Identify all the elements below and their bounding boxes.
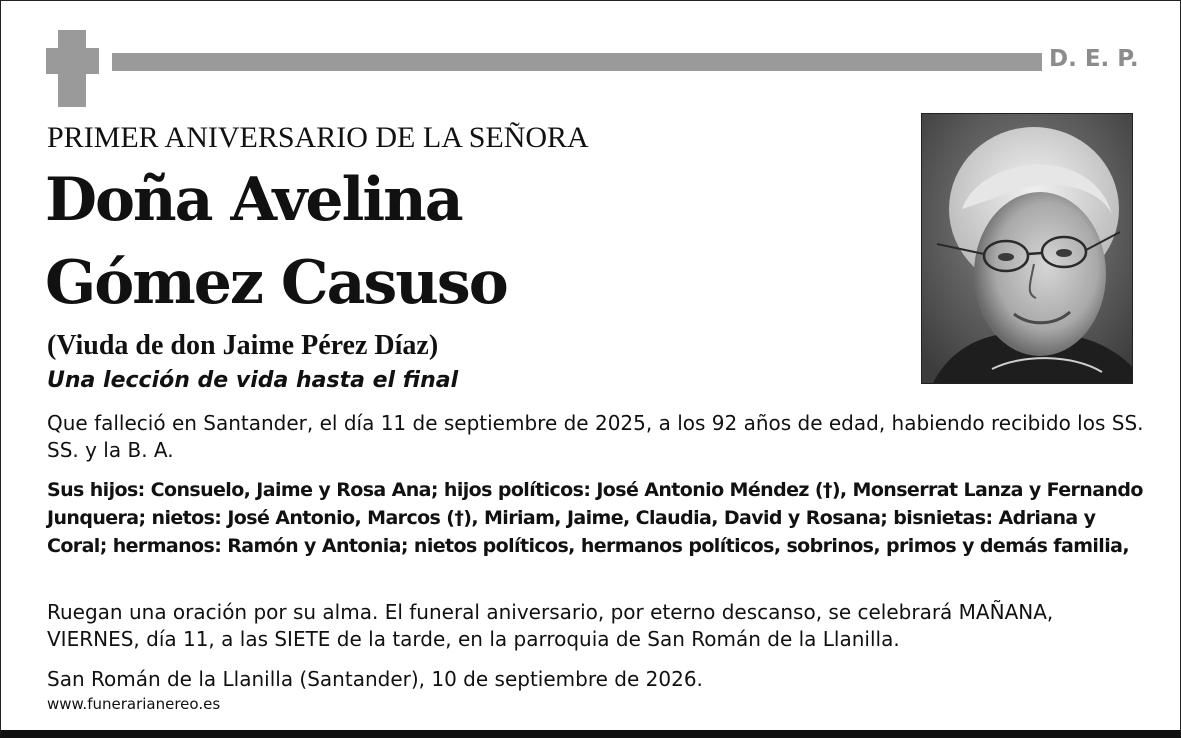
motto-line: Una lección de vida hasta el final (47, 368, 459, 393)
deceased-name-line-1: Doña Avelina (45, 165, 462, 235)
death-details: Que falleció en Santander, el día 11 de septiembre de 2025, a los 92 años de edad, habiendo recibido los SS. SS. y la B. A. (47, 411, 1144, 462)
funeral-home-website: www.funerarianereo.es (47, 695, 221, 713)
cross-icon-horizontal (46, 48, 99, 74)
portrait-image (922, 114, 1133, 384)
deceased-name-line-2: Gómez Casuso (45, 248, 507, 318)
widow-of-line: (Viuda de don Jaime Pérez Díaz) (47, 330, 439, 361)
place-and-date: San Román de la Llanilla (Santander), 10 de septiembre de 2026. (47, 667, 703, 691)
funeral-details: Ruegan una oración por su alma. El funeral aniversario, por eterno descanso, se celebrará MAÑANA, VIERNES, día 11, a las SIETE de la tarde, en la parroquia de San Román de la Llanilla. (47, 600, 1054, 651)
portrait-photo (921, 113, 1133, 384)
dep-label: D. E. P. (1049, 46, 1139, 72)
announcement-title: PRIMER ANIVERSARIO DE LA SEÑORA (47, 121, 589, 154)
family-list: Sus hijos: Consuelo, Jaime y Rosa Ana; hijos políticos: José Antonio Méndez (†), Monserrat Lanza y Fernando Junquera; nietos: José Antonio, Marcos (†), Miriam, Jaime, Claudia, David y Rosana; bisnietas: Adriana y Coral; hermanos: Ramón y Antonia; nietos políticos, hermanos políticos, sobrinos, primos y demás familia, (47, 479, 1143, 557)
header-rule (112, 53, 1042, 71)
